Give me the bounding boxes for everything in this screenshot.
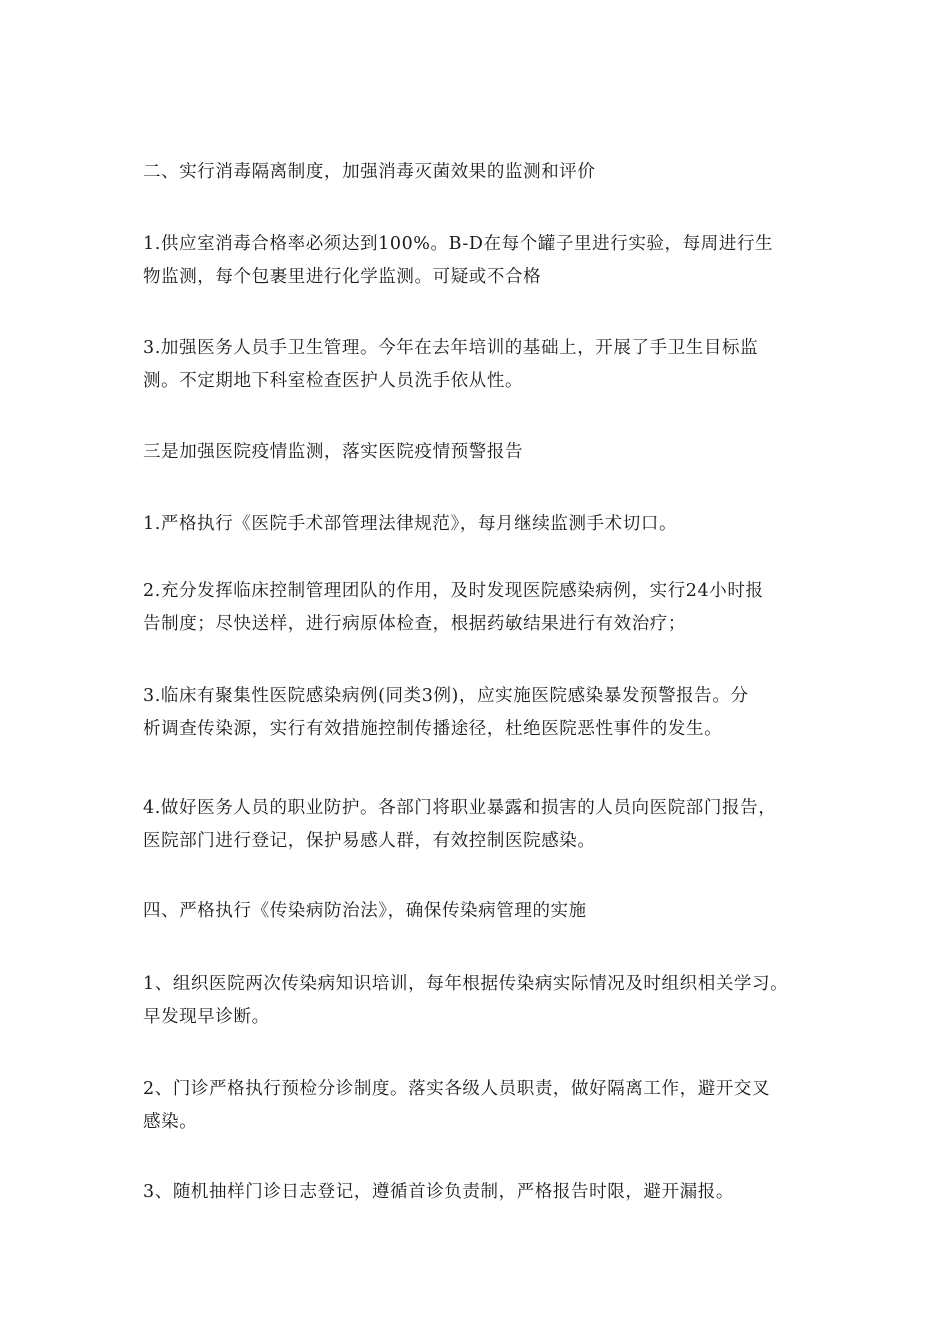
paragraph-item-1 <box>143 508 823 541</box>
text-line: 二、实行消毒隔离制度，加强消毒灭菌效果的监测和评价 <box>143 162 596 182</box>
section-heading-2 <box>143 156 823 189</box>
paragraph-item-4 <box>143 792 823 858</box>
paragraph-item-1 <box>143 968 823 1034</box>
text-line: 四、严格执行《传染病防治法》，确保传染病管理的实施 <box>143 901 587 921</box>
paragraph-item-3 <box>143 332 823 398</box>
section-heading-4 <box>143 895 823 928</box>
paragraph-item-3 <box>143 680 823 746</box>
text-line: 1.严格执行《医院手术部管理法律规范》，每月继续监测手术切口。 <box>143 514 678 534</box>
text-line: 1、组织医院两次传染病知识培训，每年根据传染病实际情况及时组织相关学习。 <box>143 974 789 994</box>
text-line: 析调查传染源，实行有效措施控制传播途径，杜绝医院恶性事件的发生。 <box>143 719 723 739</box>
text-line: 3、随机抽样门诊日志登记，遵循首诊负责制，严格报告时限，避开漏报。 <box>143 1182 734 1202</box>
text-line: 2、门诊严格执行预检分诊制度。落实各级人员职责，做好隔离工作，避开交叉 <box>143 1079 771 1099</box>
text-line: 感染。 <box>143 1112 198 1132</box>
text-line: 4.做好医务人员的职业防护。各部门将职业暴露和损害的人员向医院部门报告， <box>143 798 777 818</box>
paragraph-item-1 <box>143 228 823 294</box>
text-line: 1.供应室消毒合格率必须达到100%。B-D在每个罐子里进行实验，每周进行生 <box>143 234 774 254</box>
text-line: 告制度；尽快送样，进行病原体检查，根据药敏结果进行有效治疗； <box>143 614 686 634</box>
text-line: 测。不定期地下科室检查医护人员洗手依从性。 <box>143 371 524 391</box>
text-line: 三是加强医院疫情监测，落实医院疫情预警报告 <box>143 442 524 462</box>
text-line: 物监测，每个包裹里进行化学监测。可疑或不合格 <box>143 267 542 287</box>
text-line: 医院部门进行登记，保护易感人群，有效控制医院感染。 <box>143 831 596 851</box>
paragraph-item-2 <box>143 1073 823 1139</box>
paragraph-item-3 <box>143 1176 823 1209</box>
text-line: 3.临床有聚集性医院感染病例(同类3例)，应实施医院感染暴发预警报告。分 <box>143 686 749 706</box>
paragraph-item-2 <box>143 575 823 641</box>
text-line: 2.充分发挥临床控制管理团队的作用，及时发现医院感染病例，实行24小时报 <box>143 581 764 601</box>
section-heading-3 <box>143 436 823 469</box>
text-line: 早发现早诊断。 <box>143 1007 270 1027</box>
text-line: 3.加强医务人员手卫生管理。今年在去年培训的基础上，开展了手卫生目标监 <box>143 338 759 358</box>
